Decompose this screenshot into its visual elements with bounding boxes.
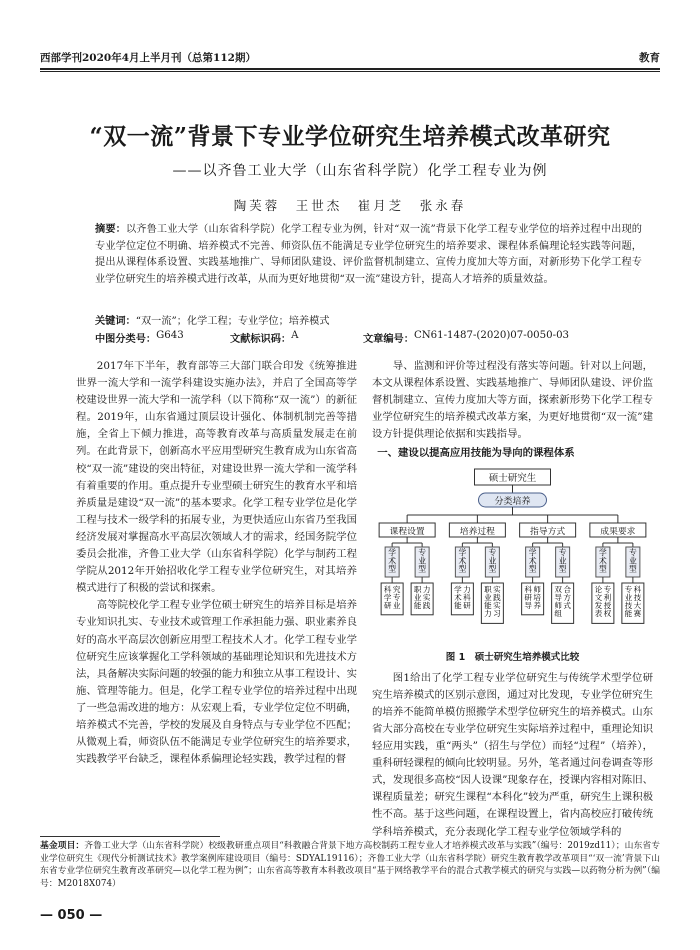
- abstract-label: 摘要：: [95, 224, 126, 235]
- clc-label: 中图分类号：: [95, 333, 157, 345]
- svg-text:专: 专: [603, 584, 612, 594]
- journal-info: 西部学刊2020年4月上半月刊（总第112期）: [40, 52, 256, 64]
- leaf-label: [414, 585, 422, 610]
- svg-text:科: 科: [383, 584, 392, 594]
- svg-text:业: 业: [558, 555, 567, 565]
- svg-text:业: 业: [484, 592, 492, 602]
- svg-text:术: 术: [528, 555, 537, 565]
- svg-text:式: 式: [563, 600, 571, 610]
- svg-text:专: 专: [624, 584, 633, 594]
- leaf-label: [484, 585, 492, 618]
- category-label: 培养过程: [459, 526, 495, 537]
- svg-text:能: 能: [484, 600, 492, 610]
- leaf-label: [563, 584, 571, 610]
- svg-text:型: 型: [388, 564, 397, 574]
- svg-text:研: 研: [524, 592, 532, 602]
- keywords-text: “双一流”；化学工程；专业学位；培养模式: [135, 316, 330, 327]
- clc-value: G643: [156, 330, 184, 341]
- body-paragraph: 2017年下半年，教育部等三大部门联合印发《统筹推进世界一流大学和一流学科建设实施办法》，并启了全国高等学校建设世界一流大学和一流学科（以下简称“双一流”）的新征程。2019年，山东省通过顶层设计强化、体制机制完善等措施，全省上下倾力推进，高等教育改革与高质量发展走在前列。在此背景下，创新高水平应用型研究生教育成为山东省高校“双一流”建设的突出特征，对建设世界一流大学和一流学科有着重要的作用。重点提升专业型硕士研究生的教育水平和培养质量是建设“双一流”的基本要求。化学工程专业学位是化学工程与技术一级学科的拓展专业，为更快适应山东省乃至我国经济发展对掌握高水平高层次领域人才的需求，经国务院学位委员会批准，齐鲁工业大学（山东省科学院）化学与制药工程学院从2012年开始招收化学工程专业学位研究生，对其培养模式进行了积极的尝试和探索。: [76, 360, 357, 595]
- svg-text:表: 表: [594, 608, 603, 618]
- svg-text:赛: 赛: [633, 608, 642, 618]
- type-label-professional: [418, 547, 426, 573]
- svg-text:利: 利: [603, 592, 612, 602]
- leaf-label: [554, 585, 562, 618]
- svg-text:践: 践: [493, 592, 501, 602]
- svg-text:发: 发: [594, 600, 603, 610]
- svg-text:力: 力: [422, 584, 431, 594]
- body-paragraph: 图1给出了化学工程专业学位研究生与传统学术型学位研究生培养模式的区别示意图，通过对比发现，专业学位研究生的培养不能简单模仿照搬学术型学位研究生的培养模式。山东省大部分高校在专业学位研究生实际培养过程中，重理论知识轻应用实践，重“两头”（招生与学位）而轻“过程”（培养），重科研轻课程的倾向比较明显。另外，笔者通过问卷调查等形式，发现很多高校“因人设课”现象存在，授课内容相对陈旧、课程质量差；研究生课程“本科化”较为严重，研究生上课积极性不高。基于这些问题，在课程设置上，省内高校应打破传统学科培养模式，充分表现化学工程专业学位领域学科的: [372, 671, 653, 838]
- right-column: [372, 358, 653, 841]
- keywords-label: 关键词：: [95, 315, 136, 327]
- svg-text:业: 业: [392, 600, 401, 610]
- leaf-label: [533, 584, 541, 610]
- svg-text:型: 型: [628, 564, 637, 574]
- svg-text:双: 双: [554, 584, 562, 594]
- svg-text:业: 业: [413, 592, 422, 602]
- svg-text:力: 力: [463, 584, 471, 594]
- svg-text:权: 权: [603, 608, 612, 618]
- svg-text:师: 师: [554, 600, 562, 610]
- left-column: [76, 358, 357, 768]
- leaf-label: [634, 584, 642, 618]
- type-label-professional: [488, 547, 496, 573]
- svg-text:习: 习: [493, 608, 501, 618]
- svg-text:学: 学: [598, 547, 607, 557]
- svg-text:专: 专: [628, 547, 637, 557]
- svg-text:科: 科: [633, 584, 642, 594]
- svg-text:导: 导: [554, 592, 562, 602]
- body-paragraph: 导、监测和评价等过程没有落实等问题。针对以上问题，本文从课程体系设置、实践基地推广、导师团队建设、评价监督机制建立、宣传力度加大等方面，探索新形势下化学工程专业学位研究生的培养模式改革方案，为更好地贯彻“双一流”建设方针提供理论依据和实践指导。: [372, 360, 653, 441]
- svg-text:型: 型: [418, 564, 427, 574]
- svg-text:科: 科: [524, 584, 532, 594]
- abstract: [95, 222, 642, 288]
- svg-text:合: 合: [563, 584, 571, 594]
- doc-code-value: A: [291, 330, 299, 341]
- svg-text:术: 术: [598, 555, 607, 565]
- leaf-label: [493, 584, 501, 618]
- svg-text:科: 科: [463, 592, 471, 602]
- svg-text:术: 术: [454, 592, 462, 602]
- type-label-professional: [559, 547, 567, 573]
- figure-caption: 图 1 硕士研究生培养模式比较: [445, 651, 580, 663]
- svg-text:导: 导: [524, 600, 532, 610]
- svg-text:方: 方: [563, 592, 571, 602]
- svg-text:师: 师: [533, 584, 541, 594]
- svg-text:组: 组: [554, 608, 562, 618]
- svg-text:型: 型: [458, 564, 467, 574]
- svg-text:学: 学: [528, 547, 537, 557]
- abstract-text: 以齐鲁工业大学（山东省科学院）化学工程专业为例，针对“双一流”背景下化学工程专业学位的培养过程中出现的专业学位定位不明确、培养模式不完善、师资队伍不能满足专业学位研究生的培养要求、课程体系偏理论轻实践等问题，提出从课程体系设置、实践基地推广、导师团队建设、评价监督机制建立、宣传力度加大等方面，对新形势下化学工程专业学位研究生的培养模式进行改革，从而为更好地贯彻“双一流”建设方针，提高人才培养的质量效益。: [95, 224, 642, 285]
- svg-text:技: 技: [624, 600, 633, 610]
- svg-text:学: 学: [454, 584, 462, 594]
- svg-text:专: 专: [418, 547, 427, 557]
- leaf-label: [524, 584, 532, 610]
- root-label: 硕士研究生: [488, 472, 537, 484]
- doc-code-label: 文献标识码：: [230, 333, 292, 345]
- body-paragraph: 高等院校化学工程专业学位硕士研究生的培养目标是培养专业知识扎实、专业技术或管理工作承担能力强、职业素养良好的高水平高层次创新应用型工程技术人才。化学工程专业学位研究生应该掌握化工学科领域的基础理论知识和先进技术方法，具备解决实际问题的较强的能力和独立从事工程设计、实施、管理等能力。但是，化学工程专业学位的培养过程中出现了一些急需改进的地方：从宏观上看，专业学位定位不明确，培养模式不完善，学校的发展及自身特点与专业学位不匹配；从微观上看，师资队伍不能满足专业学位研究生的培养要求，实践教学平台缺乏，课程体系偏理论轻实践，教学过程的督: [76, 599, 357, 766]
- section-heading: 一、建设以提高应用技能为导向的课程体系: [377, 447, 575, 460]
- svg-text:授: 授: [603, 600, 612, 610]
- svg-text:实: 实: [493, 584, 501, 594]
- svg-text:学: 学: [388, 547, 397, 557]
- article-no-value: CN61-1487-(2020)07-0050-03: [413, 330, 570, 341]
- type-label-academic: [599, 547, 607, 573]
- author-list: 陶芙蓉 王世杰 崔月芝 张永春: [233, 198, 467, 213]
- paper-title: “双一流”背景下专业学位研究生培养模式改革研究: [89, 123, 611, 150]
- leaf-label: [625, 584, 633, 618]
- svg-text:论: 论: [594, 584, 603, 594]
- footnote-rule: [40, 836, 220, 837]
- svg-text:业: 业: [418, 555, 427, 565]
- svg-text:实: 实: [422, 592, 431, 602]
- leaf-label: [423, 584, 431, 610]
- svg-text:培: 培: [533, 592, 541, 602]
- svg-text:业: 业: [624, 592, 633, 602]
- svg-text:养: 养: [533, 600, 541, 610]
- fund-label: 基金项目：: [40, 841, 85, 851]
- svg-text:职: 职: [484, 584, 492, 594]
- svg-text:践: 践: [422, 600, 431, 610]
- footnote: [40, 840, 660, 890]
- leaf-label: [604, 584, 612, 618]
- svg-text:能: 能: [454, 600, 462, 610]
- leaf-label: [454, 584, 462, 610]
- svg-text:大: 大: [633, 600, 642, 610]
- svg-text:型: 型: [598, 564, 607, 574]
- svg-text:型: 型: [488, 564, 497, 574]
- type-label-academic: [458, 547, 466, 573]
- leaf-label: [595, 584, 603, 618]
- svg-text:专: 专: [392, 592, 401, 602]
- category-label: 课程设置: [389, 526, 425, 537]
- svg-text:学: 学: [383, 592, 392, 602]
- training-model-diagram: [372, 467, 653, 647]
- branch-label: 分类培养: [494, 496, 531, 507]
- header-rule: [40, 68, 660, 70]
- page-number: — 050 —: [40, 908, 103, 923]
- svg-text:术: 术: [388, 555, 397, 565]
- svg-text:专: 专: [558, 547, 567, 557]
- article-no-label: 文章编号：: [363, 333, 414, 345]
- figure-1: [372, 467, 653, 647]
- running-header: [40, 48, 660, 66]
- svg-text:业: 业: [488, 555, 497, 565]
- svg-text:力: 力: [484, 608, 492, 618]
- section-label: 教育: [639, 52, 660, 64]
- type-label-professional: [629, 547, 637, 573]
- svg-text:学: 学: [458, 547, 467, 557]
- fund-text: 齐鲁工业大学（山东省科学院）校级教研重点项目“科教融合背景下地方高校制药工程专业人才培养模式改革与实践”（编号：2019zd11）；山东省专业学位研究生《现代分析测试技术》教学案例库建设项目（编号：SDYAL19116）；齐鲁工业大学（山东省科学院）研究生教育教学改革项目“‘双一流’背景下山东省专业学位研究生教育改革研究—以化学工程为例”；山东省高等教育本科教改项目“基于网络教学平台的混合式教学模式的研究与实践—以药物分析为例”（编号：M2018X074）: [40, 841, 660, 889]
- svg-text:职: 职: [413, 584, 422, 594]
- svg-text:研: 研: [383, 600, 392, 610]
- category-label: 指导方式: [530, 526, 566, 537]
- svg-text:术: 术: [458, 555, 467, 565]
- paper-subtitle: ——以齐鲁工业大学（山东省科学院）化学工程专业为例: [172, 163, 548, 179]
- type-label-academic: [388, 547, 396, 573]
- svg-text:文: 文: [594, 592, 603, 602]
- svg-text:技: 技: [633, 592, 642, 602]
- leaf-label: [393, 584, 401, 610]
- svg-text:能: 能: [624, 608, 633, 618]
- svg-text:型: 型: [528, 564, 537, 574]
- svg-text:究: 究: [392, 584, 401, 594]
- svg-text:能: 能: [413, 600, 422, 610]
- leaf-label: [384, 584, 392, 610]
- leaf-label: [463, 584, 471, 610]
- header-rule-thin: [40, 71, 660, 72]
- svg-text:研: 研: [463, 600, 471, 610]
- svg-text:实: 实: [493, 600, 501, 610]
- type-label-academic: [529, 547, 537, 573]
- svg-text:业: 业: [628, 555, 637, 565]
- category-label: 成果要求: [600, 526, 636, 537]
- svg-text:专: 专: [488, 547, 497, 557]
- svg-text:型: 型: [558, 564, 567, 574]
